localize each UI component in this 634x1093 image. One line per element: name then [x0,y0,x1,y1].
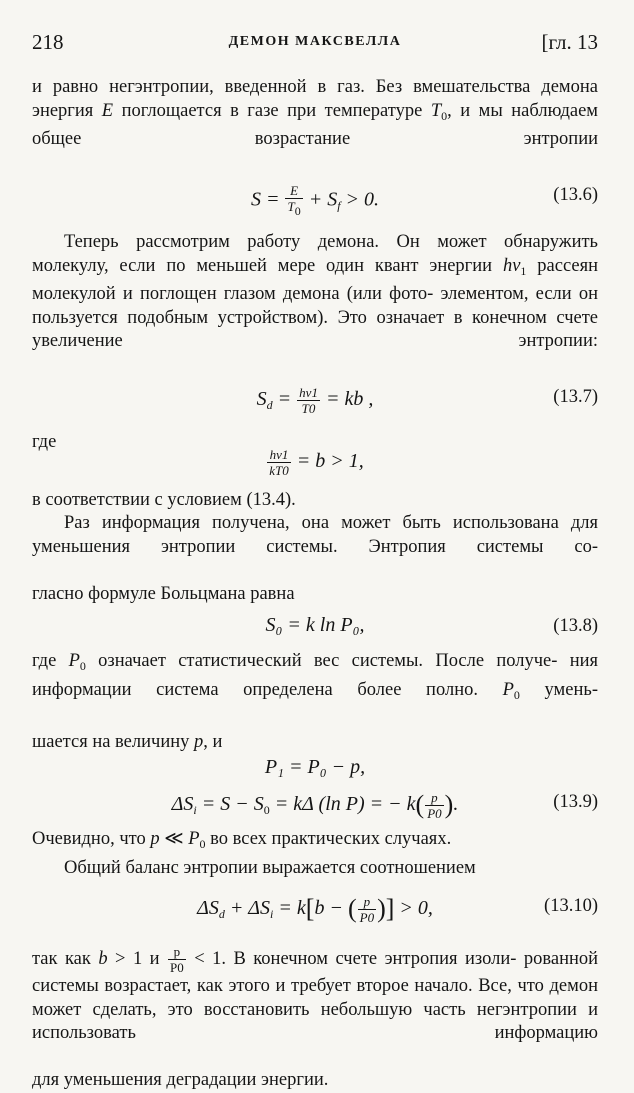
paragraph-8: так как b > 1 и $\frac{p}{P0}$ < 1. В конечном счете энтропия изоли- рованной системы возрастает, как этого и требует второе начало. Все, что демон может сделать, это восстановить небольшую часть негэнтропии и использовать информацию [32,944,599,1043]
paragraph-4-end: гласно формуле Больцмана равна [32,583,295,604]
equation-13-6: S = $\frac{E}{T0}$ + $S_f > 0$. (13.6) [250,183,598,218]
equation-13-7: $S_d$ = $\frac{h\nu 1}{T0}$ = kb , (13.7) [256,385,598,416]
page-number: 218 [32,30,64,54]
page-body [32,76,598,1093]
paragraph-4: Раз информация получена, она может быть использована для уменьшения энтропии системы. Энтропия системы со- [32,513,598,557]
equation-13-9: P₁ = P₀ − p, $\Delta S_i = S - S_0 = k\Delta$ (ln P) = − k( $\frac{p}{P0}$ ). (13.9) [171,756,598,821]
paragraph-1: и равно негэнтропии, введенной в газ. Без вмешательства демона энергия E поглощается в газе при температуре $T_0$, и мы наблюдаем общее возрастание энтропии [32,77,598,149]
equation-number: (13.7) [553,387,598,407]
word-gde: где [32,432,57,452]
paragraph-6: Очевидно, что p ≪ $P_0$ во всех практических случаях. [32,829,452,851]
paragraph-5-end: шается на величину p, и [32,731,223,752]
paragraph-7: Общий баланс энтропии выражается соотношением [64,857,476,878]
equation-number: (13.10) [544,896,598,916]
equation-number: (13.9) [553,792,598,812]
equation-number: (13.6) [553,185,598,205]
paragraph-8-end: для уменьшения деградации энергии. [32,1070,329,1090]
equation-unnumbered: $\frac{h\nu 1}{kT0}$ = b > 1, [269,446,364,478]
paragraph-3: в соответствии с условием (13.4). [32,489,296,510]
running-title: ДЕМОН МАКСВЕЛЛА [228,34,402,49]
equation-number: (13.8) [553,616,598,636]
paragraph-2: Теперь рассмотрим работу демона. Он может обнаружить молекулу, если по меньшей мере один квант энергии $h\nu_1$ рассеян молекулой и поглощен глазом демона (или фото- элементом, если он пользуется подобным устройством). Это означает в конечном счете увеличение энтропии: [32,232,599,351]
equation-13-8: S₀ = k ln P₀, (13.8) [265,614,598,636]
running-header [32,30,598,58]
equation-13-10: $\Delta S_d + \Delta S_i = k[b$ − ( $\frac{p}{P0}$ )] > 0, (13.10) [197,894,598,925]
chapter-reference: [гл. 13 [541,30,598,54]
paragraph-5: где $P_0$ означает статистический вес системы. После получе- ния информации система определена более полно. $P_0$ умень- [32,651,598,702]
